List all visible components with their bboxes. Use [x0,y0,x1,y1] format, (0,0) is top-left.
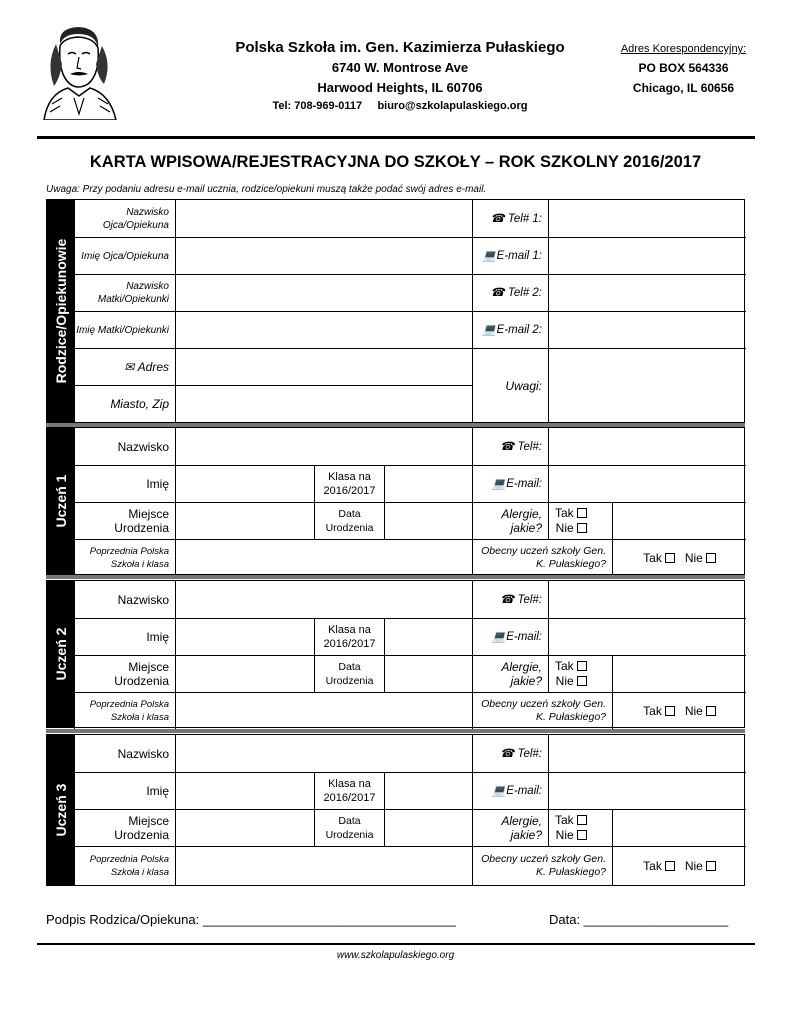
student-current-options: Tak Nie [612,846,746,885]
computer-icon: 💻 [491,785,507,797]
student-birthplace-field[interactable] [175,655,314,692]
student-grade-field[interactable] [384,772,472,809]
school-address-line2: Harwood Heights, IL 60706 [317,80,483,95]
tel1-field[interactable] [548,200,746,237]
date-line[interactable]: Data: ____________________ [549,912,729,927]
student-allergies-options: Tak Nie [548,655,612,692]
email2-label: 💻 E-mail 2: [472,311,548,348]
student-name-label: Imię [74,772,175,809]
address-label: ✉ Adres [74,348,175,385]
email1-field[interactable] [548,237,746,274]
student-surname-field[interactable] [175,735,472,772]
student-surname-field[interactable] [175,428,472,465]
allergies-no-checkbox[interactable] [577,830,587,840]
student-allergies-options: Tak Nie [548,809,612,846]
student-section-2 [46,580,745,728]
student-tel-label: ☎ Tel#: [472,428,548,465]
phone-icon: ☎ [490,287,508,299]
correspondence-address [596,40,771,98]
computer-icon: 💻 [482,250,497,262]
student-grade-label: Klasa na 2016/2017 [314,465,384,502]
student-name-field[interactable] [175,772,314,809]
student-email-label: 💻 E-mail: [472,618,548,655]
student-grade-field[interactable] [384,618,472,655]
student-birthplace-label: Miejsce Urodzenia [74,809,175,846]
father-surname-label: Nazwisko Ojca/Opiekuna [74,200,175,237]
student-current-label: Obecny uczeń szkoły Gen. K. Pułaskiego? [472,692,612,729]
student-birthdate-label: Data Urodzenia [314,809,384,846]
allergies-no-checkbox[interactable] [577,676,587,686]
student-1-sidebar-label: Uczeń 1 [52,474,69,528]
remarks-label: Uwagi: [472,348,548,422]
current-no-checkbox[interactable] [706,861,716,871]
student-tel-field[interactable] [548,581,746,618]
student-birthplace-field[interactable] [175,809,314,846]
father-name-field[interactable] [175,237,472,274]
phone-icon: ☎ [499,747,518,760]
student-prev-school-label: Poprzednia Polska Szkoła i klasa [74,539,175,576]
student-birthplace-label: Miejsce Urodzenia [74,655,175,692]
email1-label: 💻 E-mail 1: [472,237,548,274]
mother-surname-field[interactable] [175,274,472,311]
student-allergies-field[interactable] [612,655,746,692]
mother-name-field[interactable] [175,311,472,348]
footer-divider [37,943,755,945]
student-name-field[interactable] [175,465,314,502]
computer-icon: 💻 [491,478,507,490]
current-yes-checkbox[interactable] [665,553,675,563]
student-birthdate-label: Data Urodzenia [314,502,384,539]
student-name-label: Imię [74,465,175,502]
student-prev-school-field[interactable] [175,539,472,576]
student-allergies-label: Alergie, jakie? [472,502,548,539]
school-contact: Tel: 708-969-0117 biuro@szkolapulaskiego.org [272,100,528,112]
student-birthdate-field[interactable] [384,655,472,692]
student-email-field[interactable] [548,618,746,655]
city-zip-label: Miasto, Zip [74,385,175,422]
school-info [160,38,640,114]
correspondence-label: Adres Korespondencyjny: [620,43,747,55]
header-divider [37,136,755,139]
phone-icon: ☎ [490,212,508,225]
envelope-icon: ✉ [124,360,138,374]
current-no-checkbox[interactable] [706,706,716,716]
tel1-label: ☎ Tel# 1: [472,200,548,237]
page-header [0,0,791,135]
footer-url[interactable]: www.szkolapulaskiego.org [336,950,455,961]
student-section-1 [46,427,745,575]
section-separator [46,575,745,579]
current-yes-checkbox[interactable] [665,861,675,871]
student-allergies-field[interactable] [612,502,746,539]
student-prev-school-label: Poprzednia Polska Szkoła i klasa [74,846,175,885]
current-yes-checkbox[interactable] [665,706,675,716]
allergies-no-checkbox[interactable] [577,523,587,533]
student-email-label: 💻 E-mail: [472,465,548,502]
form-title: KARTA WPISOWA/REJESTRACYJNA DO SZKOŁY – ROK SZKOLNY 2016/2017 [89,153,702,171]
student-3-sidebar [47,735,74,885]
student-1-sidebar [47,428,74,574]
student-section-3 [46,734,745,886]
student-allergies-label: Alergie, jakie? [472,655,548,692]
student-birthdate-field[interactable] [384,502,472,539]
correspondence-line2: Chicago, IL 60656 [632,81,735,95]
student-grade-label: Klasa na 2016/2017 [314,618,384,655]
student-prev-school-label: Poprzednia Polska Szkoła i klasa [74,692,175,729]
email2-field[interactable] [548,311,746,348]
mother-name-label: Imię Matki/Opiekunki [74,311,175,348]
allergies-yes-checkbox[interactable] [577,661,587,671]
father-name-label: Imię Ojca/Opiekuna [74,237,175,274]
student-tel-label: ☎ Tel#: [472,581,548,618]
phone-icon: ☎ [499,440,518,453]
address-field[interactable] [175,348,472,385]
city-zip-field[interactable] [175,385,472,422]
father-surname-field[interactable] [175,200,472,237]
student-grade-field[interactable] [384,465,472,502]
parents-section [46,199,745,423]
pulaski-portrait-icon [38,24,120,120]
student-current-options: Tak Nie [612,539,746,576]
tel2-field[interactable] [548,274,746,311]
student-surname-label: Nazwisko [74,735,175,772]
student-birthdate-field[interactable] [384,809,472,846]
school-name: Polska Szkoła im. Gen. Kazimierza Pułaskiego [235,39,565,56]
phone-icon: ☎ [499,593,518,606]
student-allergies-options: Tak Nie [548,502,612,539]
computer-icon: 💻 [491,631,507,643]
form-note: Uwaga: Przy podaniu adresu e-mail ucznia, rodzice/opiekuni muszą także podać swój adres e-mail. [46,184,487,195]
parents-sidebar-label: Rodzice/Opiekunowie [52,238,69,384]
student-2-sidebar-label: Uczeń 2 [52,627,69,681]
student-tel-label: ☎ Tel#: [472,735,548,772]
student-allergies-label: Alergie, jakie? [472,809,548,846]
student-birthplace-label: Miejsce Urodzenia [74,502,175,539]
student-allergies-field[interactable] [612,809,746,846]
section-separator [46,729,745,733]
tel2-label: ☎ Tel# 2: [472,274,548,311]
student-email-field[interactable] [548,772,746,809]
computer-icon: 💻 [482,324,497,336]
student-current-label: Obecny uczeń szkoły Gen. K. Pułaskiego? [472,539,612,576]
student-surname-field[interactable] [175,581,472,618]
student-surname-label: Nazwisko [74,581,175,618]
student-name-label: Imię [74,618,175,655]
student-prev-school-field[interactable] [175,846,472,885]
student-current-label: Obecny uczeń szkoły Gen. K. Pułaskiego? [472,846,612,885]
parent-signature-line[interactable]: Podpis Rodzica/Opiekuna: ___________________________________ [46,912,456,927]
student-surname-label: Nazwisko [74,428,175,465]
mother-surname-label: Nazwisko Matki/Opiekunki [74,274,175,311]
student-prev-school-field[interactable] [175,692,472,729]
student-tel-field[interactable] [548,428,746,465]
school-address-line1: 6740 W. Montrose Ave [331,60,469,75]
student-birthdate-label: Data Urodzenia [314,655,384,692]
student-current-options: Tak Nie [612,692,746,729]
student-grade-label: Klasa na 2016/2017 [314,772,384,809]
student-2-sidebar [47,581,74,727]
allergies-yes-checkbox[interactable] [577,815,587,825]
allergies-yes-checkbox[interactable] [577,508,587,518]
remarks-field[interactable] [548,348,746,422]
student-3-sidebar-label: Uczeń 3 [52,783,69,837]
correspondence-line1: PO BOX 564336 [638,61,729,75]
student-email-field[interactable] [548,465,746,502]
student-birthplace-field[interactable] [175,502,314,539]
current-no-checkbox[interactable] [706,553,716,563]
parents-sidebar [47,200,74,422]
student-email-label: 💻 E-mail: [472,772,548,809]
student-name-field[interactable] [175,618,314,655]
student-tel-field[interactable] [548,735,746,772]
